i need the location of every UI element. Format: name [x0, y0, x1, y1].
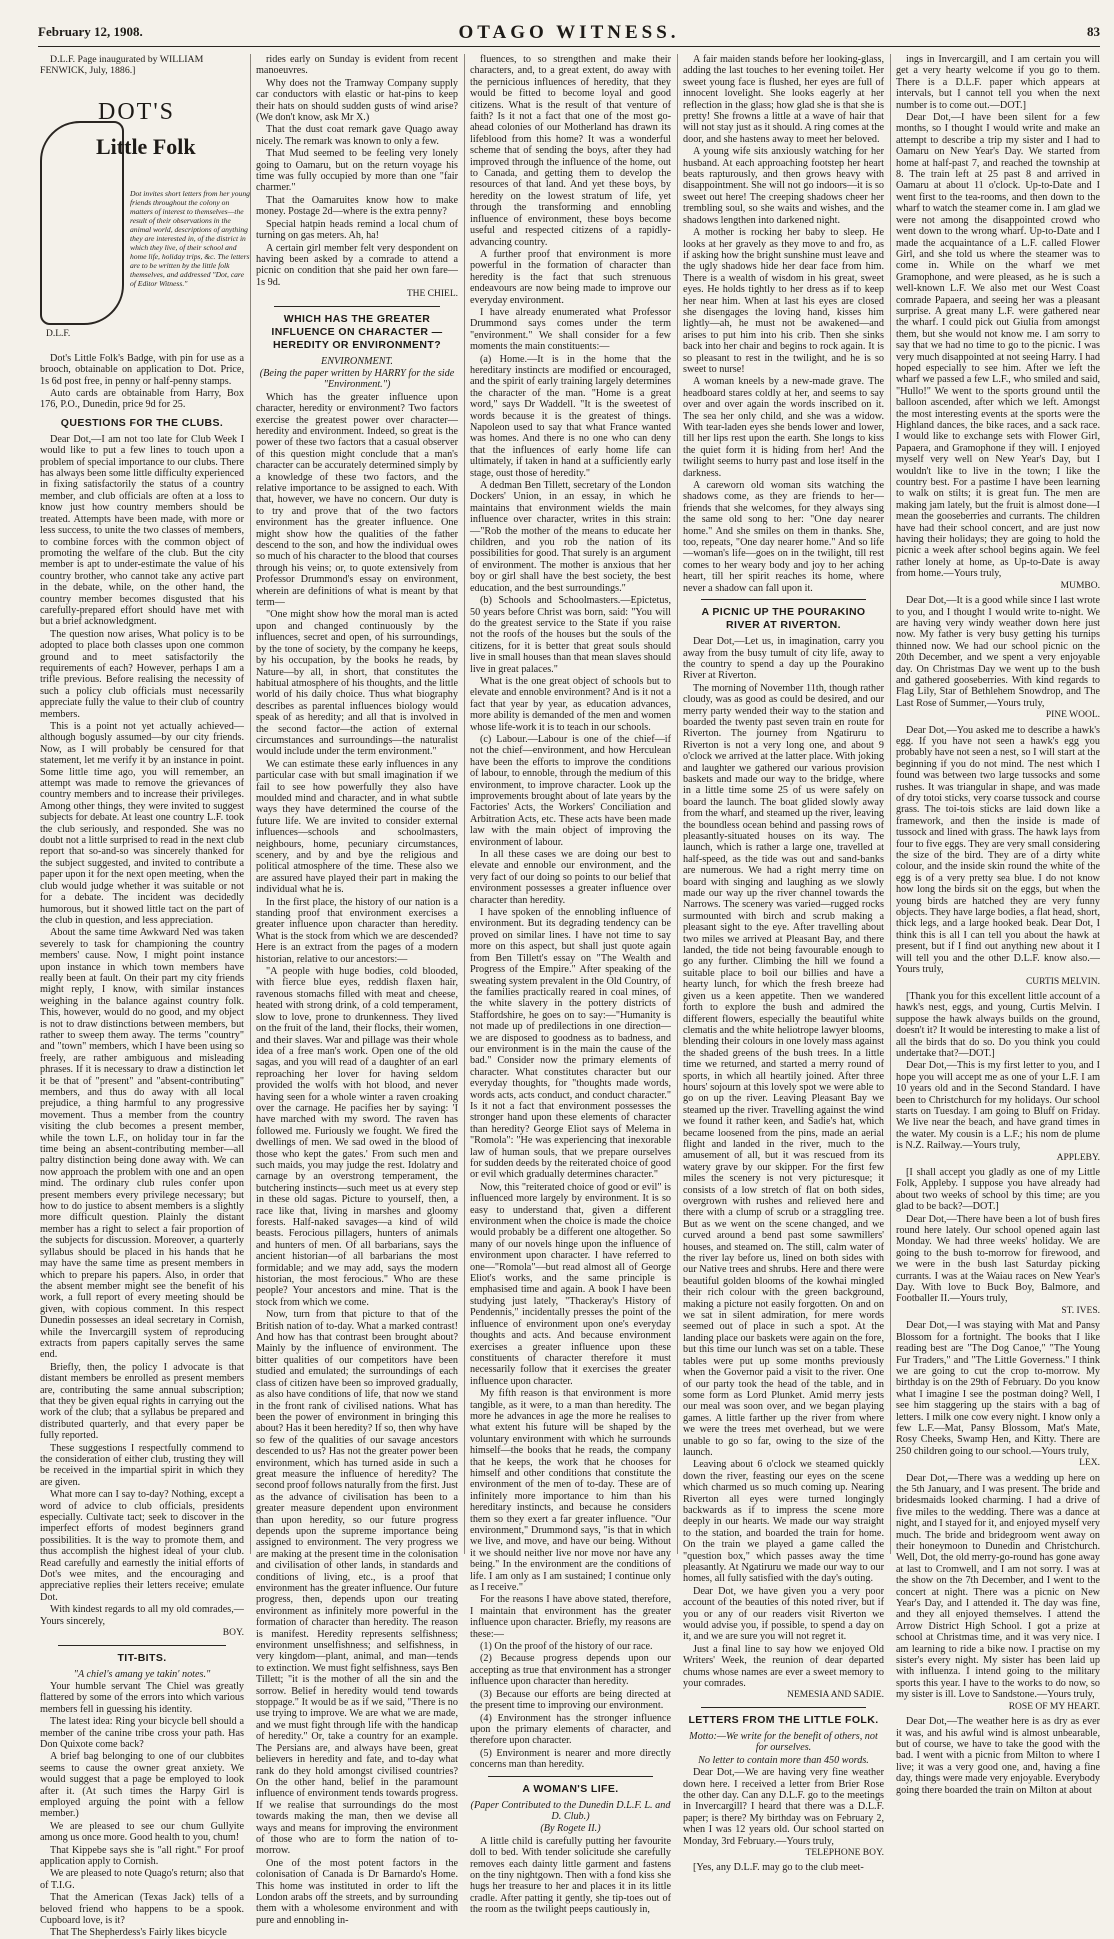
paragraph: Just a final line to say how we enjoyed Old Writers' Week, the reunion of dear departed chums whose names are ever a sweet memory to your comrades.: [683, 1643, 884, 1690]
paragraph: One of the most potent factors in the colonisation of Canada is Dr Barnardo's Home. This home was instituted in order to lift the London arabs off the streets, and by surrounding them with a wholesome environment and with pure and ennobling in-: [256, 1857, 458, 1926]
paragraph: Dear Dot,—The weather here is as dry as ever it was, and his awful wind is almost unbearable, but of course, we have to take the good with the bad. I went with a picnic from Milton to where I live; it was a very good one, and, having a fine day, things were made very enjoyable. Everybody going there boarded the train on Milton at about: [896, 1716, 1100, 1796]
paragraph: Dear Dot,—Let us, in imagination, carry you away from the busy tumult of city life, away to the country to spend a day up the Pourakino River at Riverton.: [683, 636, 884, 682]
signature: ROSE OF MY HEART.: [1008, 1701, 1100, 1712]
column-1: [40, 54, 250, 1939]
paragraph: (5) Environment is nearer and more directly concerns man than heredity.: [470, 1747, 671, 1771]
signature: ST. IVES.: [1061, 1305, 1100, 1316]
paragraph: [Thank you for this excellent little account of a hawk's nest, eggs, and young, Curtis Melvin. I suppose the hawk always builds on the ground, doesn't it? It would be interesting to make a list of all the birds that do so. Do you think you could undertake that?—DOT.]: [896, 990, 1100, 1059]
paragraph: Which has the greater influence upon character, heredity or environment? Two factors exercise the greatest power over character—heredity and environment. Indeed, so great is the power of these two factors that a casual observer of this question might conclude that a man's character can be accurately determined simply by a knowledge of these two factors, and the relative importance to be assigned to each. With that, however, we have no concern. Our duty is to try and prove that of the two factors environment has the greater influence. One might show how the qualities of the father descend to the son, and how the individual owes so much of his character to the blood that courses through his veins; or, to quote extensively from Professor Drummond's essay on environment, wherein are definitions of what is meant by that term—: [256, 391, 458, 609]
article-heading: LETTERS FROM THE LITTLE FOLK.: [688, 1713, 879, 1726]
column-4: [683, 54, 885, 1874]
paragraph: I have spoken of the ennobling influence of environment. But its degrading tendency can be proved on similar lines. I have not time to say more on this aspect, but shall just quote again from Ben Tillett's essay on "The Wealth and Progress of the Empire." After speaking of the sweating system prevalent in the Old Country, of the families practically reared in coal mines, of the white slavery in the pottery districts of Staffordshire, he goes on to say:—"Humanity is not made up of predilections in one direction—we are disposed to goodness as to badness, and our environment is in the main the cause of the bad." Consider now the primary elements of character. What constitutes character but our everyday thoughts, for "thoughts made words, words acts, acts conduct, and conduct character." Is it not a fact that environment possesses the stronger hand upon these elements of character than heredity? George Eliot says of Melema in "Romola": "He was experiencing that inexorable law of human souls, that we prepare ourselves for sudden deeds by the reiterated choice of good or evil which gradually determines character.": [470, 907, 671, 1181]
motto: Motto:—We write for the benefit of others, not for ourselves.: [689, 1730, 878, 1754]
paragraph: "A people with huge bodies, cold blooded, with fierce blue eyes, reddish flaxen hair, ravenous stomachs filled with meat and cheese, heated with strong drink, of a cold temperament, slow to love, prone to drunkenness. They lived on the fruit of the land, their flocks, their women, and their slaves. War and pillage was their whole idea of a free man's work. Open one of the old sagas, and you will read of a daughter of an earl reproaching her lover for having seldom provided the wolfs with hot blood, and never having seen for a whole winter a raven croaking over the carnage. He pacifies her by saying: 'I have marched with my sword. The raven has followed me. Furiously we fought. We fired the dwellings of men. We sad owed in the blood of those who kept the gates.' From such men and such maids, you may judge the rest. Idolatry and carnage by an overstrong temperament, the butchering instincts—such meet us at every step in these old sagas. Picture to yourself, then, a race like that, living in marshes and gloomy forests. Half-naked savages—a kind of wild beasts. Ferocious pillagers, hunters of animals and hunters of men. Of all barbarians, says the ancient historian—of all barbarians the most formidable; and we may add, says the modern historian, the most ferocious." Who are these people? Your ancestors and mine. That is the stock from which we come.: [256, 966, 458, 1308]
rule-note: No letter to contain more than 450 words.: [698, 1754, 869, 1766]
page-number: 83: [1087, 24, 1100, 39]
paragraph: Special hatpin heads remind a local chum of turning on gas meters. Ah, ha!: [256, 218, 458, 242]
paragraph: Dear Dot,—This is my first letter to you, and I hope you will accept me as one of your L.F. I am 10 years old and in the Second Standard. I have been to Christchurch for my holidays. Our school starts on Tuesday. I am going to Bluff on Friday. We live near the beach, and have grand times in the water. My cousin is a L.F.; his nom de plume is N.Z. Railway.—Yours truly,: [896, 1060, 1100, 1152]
masthead: [38, 22, 1100, 47]
paragraph: (3) Because our efforts are being directed at the present time to improving our environment.: [470, 1688, 671, 1712]
paragraph: A certain girl member felt very despondent on having been asked by a comrade to attend a picnic on condition that she paid her own fare—1s 9d.: [256, 242, 458, 288]
paragraph: Now, turn from that picture to that of the British nation of to-day. What a marked contrast! And how has that contrast been brought about? Mainly by the influence of environment. The bitter qualities of our competitors have been studied and emulated; the surroundings of each class of citizen have been so improved gradually, as also have conditions of life, that now we stand in the front rank of civilised nations. What has been the power of environment in bringing this about? Has it been heredity? If so, then why have so few of the qualities of our savage ancestors descended to us? Has not the greater power been environment, which has turned aside in such a great measure the influence of heredity? The second proof follows naturally from the first. Just as the advance of civilisation has been to a greater measure dependent upon environment than upon heredity, so our future progress depends upon the supreme importance being assigned to environment. The very progress we are making at the present time in the colonisation and civilisation of other lands, in standards and conditions of living, etc., is a proof that environment has the greater influence. Our future progress, then, depends upon our treating environment as infinitely more powerful in the formation of character than heredity. The reason is manifest. Heredity represents selfishness; environment unselfishness; and selfishness, in very kingdom—plant, animal, and man—tends to extinction. We must fight selfishness, says Ben Tillett; "it is the mother of all the sin and the sorrow. Belief in heredity would tend towards stoppage." It would be as if we said, "There is no use trying to improve. We are what we are made, and we must fight through life with the handicap of heredity." Or, take a country for an example. The Persians are, and always have been, great believers in heredity and fate, and to-day what rank do they hold amongst civilised countries? On the other hand, belief in the paramount influence of environment tends towards progress. If we realise that surroundings do the most towards making the man, then we devise all ways and means for improving the environment of those who are to form the nation of to-morrow.: [256, 1309, 459, 1857]
signature: APPLEBY.: [1056, 1152, 1100, 1163]
column-2: [256, 54, 459, 1926]
paragraph: That Mud seemed to be feeling very lonely going to Oamaru, but on the return voyage his time was fully occupied by more than one "fair charmer.": [256, 148, 458, 194]
paragraph: What is the one great object of schools but to elevate and ennoble environment? And is it not a fact that year by year, as education advances, more ability is demanded of the men and women whose life-work it is to teach in our schools.: [470, 675, 671, 733]
paragraph: ings in Invercargill, and I am certain you will get a very hearty welcome if you go to them. There is a D.L.F. paper which appears at intervals, but I cannot tell you when the next number is to come out.—DOT.]: [896, 54, 1100, 111]
signature: TELEPHONE BOY.: [805, 1847, 884, 1858]
badge-notice: Dot's Little Folk's Badge, with pin for use as a brooch, obtainable on application to Dot. Price, 1s 6d post free, in penny or half-penny stamps.: [40, 352, 244, 387]
article-heading: A PICNIC UP THE POURAKINO RIVER AT RIVERTON.: [701, 606, 866, 632]
paragraph: My fifth reason is that environment is more tangible, as it were, to a man than heredity. The more he advances in age the more he realises to what extent his future will be shaped by the voluntary environment with which he surrounds himself—the books that he reads, the company that he keeps, the work that he chooses for himself and other conditions that constitute the environment of the men of to-day. These are of infinitely more importance to him than his hereditary instincts, and because he considers them so they exert a far greater influence. "Our environment," Drummond says, "is that in which we live, and move, and have our being. Without it we should neither live nor move nor have any being." In the environment are the conditions of life. I am only as I am sustained; I continue only as I receive.": [470, 1388, 671, 1594]
page-intro: D.L.F. Page inaugurated by WILLIAM FENWICK, July, 1886.]: [40, 54, 204, 77]
paragraph: That the Oamaruites know how to make money. Postage 2d—where is the extra penny?: [256, 194, 458, 218]
paragraph: Dear Dot,—There have been a lot of bush fires round here lately. Our school opened again last Monday. We had three weeks' holiday. We are going to the bush to-morrow for firewood, and we were in the bush last Saturday picking currants. I was at the Waiau races on New Year's Day. With love to Buck Boy, Balmore, and Footballer II.—Yours truly,: [896, 1213, 1100, 1305]
badge-blurb: Dot invites short letters from her young friends throughout the colony on matters of interest to themselves—the result of their observations in the animal world, descriptions of anything they are interested in, of the district in which they live, of their school and home life, holiday trips, &c. The letters are to be written by the little folk themselves, and addressed "Dot, care of Editor Witness.": [130, 188, 250, 288]
column-rule: [464, 54, 465, 1554]
article-heading: A WOMAN'S LIFE.: [522, 1782, 619, 1795]
signature: BOY.: [222, 1628, 244, 1639]
paragraph: (c) Labour.—Labour is one of the chief—if not the chief—environment, and how Herculean have been the efforts to improve the conditions of labour, to ennoble, through the medium of this environment, to improve character. Look up the improvements brought about of late years by the Factories' Acts, the Workers' Conciliation and Arbitration Acts, etc. These acts have been made law with the main object of improving the environment of labour.: [470, 733, 671, 848]
paragraph: Dear Dot,—There was a wedding up here on the 5th January, and I was present. The bride and bridesmaids looked charming. I had a drive of five miles to the wedding. There was a dance at night, and I stayed for it, and enjoyed myself very much. The bride and bridegroom went away on their honeymoon to Dunedin and Christchurch. Well, Dot, the old merry-go-round has gone away at last to Cromwell, and I am not sorry. I was at the show on the 7th December, and I went to the concert at night. There was a picnic on New Year's Day, and I attended it. The day was fine, and they all enjoyed themselves. I attend the Arrow District High School. I got a prize at school at Christmas time, and it was very nice. I am learning to ride a bike now. I practise on my sister's every night. My sister has been laid up with influenza. I intend going to the military sports this year. I have to the works to do now, so my sister is ill. Love to Sandstone.—Yours truly,: [896, 1472, 1100, 1701]
paragraph: A careworn old woman sits watching the shadows come, as they are friends to her—friends that she welcomes, for they always sing the same old song to her: "One day nearer home." And she smiles on them in thanks. She, too, repeats, "One day nearer home." And so life—woman's life—goes on in the twilight, till rest comes to her weary body and joy to her aching heart, till her spirit reaches its home, where never a shadow can fall upon it.: [683, 480, 884, 594]
badge-caption: D.L.F.: [46, 328, 71, 339]
paragraph: A woman kneels by a new-made grave. The headboard stares coldly at her, and seems to say over and over again the words inscribed on it. The sea her only child, and she was a widow. With tear-laden eyes she bends lower and lower, till her lips rest upon the earth. She longs to kiss the quiet form it is hiding from her! And the twilight seems to hurry past and lose itself in the darkness.: [683, 376, 884, 479]
paragraph: Why does not the Tramway Company supply car conductors with elastic or hat-pins to keep their hats on should sudden gusts of wind arise? (We don't know, ask Mr X.): [256, 77, 458, 124]
paragraph: These suggestions I respectfully commend to the consideration of either club, trusting they will be received in the impartial spirit in which they are given.: [40, 1442, 244, 1488]
paragraph: The morning of November 11th, though rather cloudy, was as good as could be desired, and our merry party wended their way to the station and boarded the twenty past seven train en route for Riverton. The journey from Ngatiruru to Riverton is not a very long one, and about 9 o'clock we arrived at the latter place. With joking and laughter we gathered our various provision baskets and made our way to the bridge, where in a little time some 25 of us were safely on board the launch. The boat glided slowly away from the wharf, and steamed up the river, leaving the boundless ocean behind and passing rows of pleasantly-situated houses on its way. The launch, which is rather a large one, travelled at half-speed, as the tide was out and sand-banks are numerous. We had a right merry time on board with singing and laughing as we slowly made our way up the river channel towards the Narrows. The scenery was varied—rugged rocks surmounted with birch and scrub making a pleasant sight to the eye. After travelling about two miles we arrived at Pleasant Bay, and there landed, the tide not being favourable enough to go any further. Climbing the hill we found a suitable place to boil our billies and have a hearty lunch, for which the fresh breeze had given us a keen appetite. Then we wandered forth to explore the bush and admired the different flowers, especially the beautiful white clematis and the white heliotrope lawyer blooms, blending their colours in one lovely mass against the shaded greens of the bush trees. In a little time we returned, and started a merry round of sports, in which all heartily joined. After three hours' sojourn at this lovely spot we were able to go on up the river. Leaving Pleasant Bay we steamed up the river. Travelling against the wind we found it rather keen, and Sadie's hat, which became loosened from the pins, made an aerial flight and landed in the river, much to the amusement of all, but it was rescued from its watery grave by our skipper. For the first few miles the scenery is not very picturesque; it consists of a low stretch of flat on both sides, overgrown with rushes and relieved here and there with a clump of scrub or a straggling tree. But as we went on the scene changed, and we curved around a bend past some sawmillers' houses, and steamed on. The still, calm water of the river lay before us, lined on both sides with our Native trees and shrubs. Here and there were beautiful golden blooms of the kowhai mingled their rich colour with the green background, making a picture not easily forgotten. On and on we sat in silent admiration, for mere words seemed out of place in such a spot. At the landing place our baskets were again on the fore, but this time our lunch was set on a table. These tables were put up some months previously when the Governor paid a visit to the river. One of our party took the head of the table, and in some form as Lord Plunket. Amid merry jests our meal was soon over, and we began playing games. A little farther up the river from where we were the trees met overhead, but we were unable to go so far, owing to the size of the launch.: [683, 682, 885, 1458]
paragraph: (4) Environment has the stronger influence upon the primary elements of character, and therefore upon character.: [470, 1712, 671, 1747]
dots-little-folk-badge: [40, 81, 250, 349]
column-rule: [250, 54, 251, 1554]
paragraph: rides early on Sunday is evident from recent manoeuvres.: [256, 54, 458, 77]
signature: LEX.: [1079, 1458, 1100, 1469]
paragraph: That the American (Texas Jack) tells of a beloved friend who happens to be a spook. Cupboard love, is it?: [40, 1892, 244, 1927]
signature: CURTIS MELVIN.: [1025, 976, 1100, 987]
badge-title: DOT'S: [98, 98, 175, 125]
paragraph: About the same time Awkward Ned was taken severely to task for championing the country members' cause. Now, I might point instance upon instance in which town members have really been at fault. On their part my city friends might reply, I know, with similar instances weighing in the balance against country folk. This, however, would do no good, and my object is not to draw distinctions between members, but rather to sweep them away. The terms "country" and "town" members, which I have been using so freely, are rather ambiguous and misleading phrases. If it is necessary to draw a distinction let it be that of "present" and "absent-contributing" members, and thus do away with all local prejudice, a thing harmful to any progressive movement. Thus a member from the country visiting the club becomes a present member, while the town L.F., on holiday tour in far the time being an absent-contributing member—all paltry distinction being done away with. We can now approach the problem with one and an open mind. The ordinary club rules confer upon present members every privilege necessary; but how to do justice to absent members is a slightly more difficult question. Plainly the distant member has a right to select a fair proportion of the subjects for discussion. Moreover, a quarterly syllabus should be placed in his hands that he may have the same time as present members in which to prepare his papers. Also, in order that the absent member might see the benefit of his work, a full report of every meeting should be given, with copious comment. In this respect Dunedin possesses an ideal secretary in Cornish, while the Invercargill system of reproducing extracts from papers capitally serves the same end.: [40, 927, 244, 1361]
paragraph: In all these cases we are doing our best to elevate and ennoble our environment, and the very fact of our doing so points to our belief that environment possesses a greater influence over character than heredity.: [470, 849, 671, 906]
paragraph: The question now arises, What policy is to be adopted to place both classes upon one common ground and to meet satisfactorily the requirements of each? However, perhaps I am a trifle previous. Before realising the necessity of such a policy club officials must necessarily appreciate fully the value to their club of country members.: [40, 628, 244, 720]
badge-subtitle: Little Folk: [96, 133, 196, 159]
column-rule: [890, 54, 891, 1554]
newspaper-title: OTAGO WITNESS.: [458, 22, 680, 43]
byline-note: (Paper Contributed to the Dunedin D.L.F. L. and D. Club.): [470, 1799, 671, 1822]
paragraph: Briefly, then, the policy I advocate is that distant members be enrolled as present members are, contributing the same annual subscription; that they be given equal rights in carrying out the work of the club; that a syllabus be prepared and distributed quarterly, and that every paper be fully reported.: [40, 1361, 244, 1442]
paragraph: Dear Dot,—I have been silent for a few months, so I thought I would write and make an attempt to describe a trip my sister and I had to Oamaru on New Year's Day. We started from home at half-past 7, and reached the township at 8. The train left at 25 past 8 and arrived in Oamaru at about 11 o'clock. Up-to-Date and I went first to the tea-rooms, and then down to the wharf to watch the steamer come in. I am glad we were not among the disappointed crowd who went down to the wrong wharf. Up-to-Date and I made the acquaintance of a L.F. called Flower Girl, and she told us where the steamer was to come in. While on the wharf we met Gramophone, and were pleased, as he is such a well-known L.F. We also met our West Coast comrade Papaera, and seeing her was a pleasant surprise. A great many L.F. were gathered near the wharf. I could pick out Giulia from amongst them, but she would not know me. I am sorry to say that we had no time to go to the picnic. I was very much disappointed at not seeing Harry. I had hoped especially to see him. After we left the wharf we passed a few L.F., who smiled and said, "Hullo!" We went to the sports ground until the balloon ascended, after which we left. Amongst the most interesting events at the sports were the Highland dances, the bike races, and a sack race. I would like to exchange sets with Flower Girl, Papaera, and Gramophone if they will. I enjoyed myself very well on New Year's Day, but I wouldn't like to live in the town; I like the country best. For a pastime I have been learning to walk on stilts; it is great fun. The men are making jam lately, but the fruit is almost done—I mean the gooseberries and currants. The children have had their school concert, and are just now having their holidays; they are going to hold the picnic a week after school begins again. We feel rather lonely at home, as Up-to-Date is away from home.—Yours truly,: [896, 112, 1100, 580]
signature: MUMBO.: [1060, 580, 1100, 591]
paragraph: That The Shepherdess's Fairly likes bicycle: [50, 1927, 227, 1939]
paragraph: Now, this "reiterated choice of good or evil" is influenced more largely by environment. It is so easy to understand that, given a different environment when the choice is made the choice would probably be a different one altogether. So many of our novels hinge upon the influence of environment upon character. I have referred to one—"Romola"—but read almost all of George Eliot's works, and the same principle is emphasised time and again. A book I have been studying just lately, "Thackeray's History of Pendennis," incidentally presses the point of the influence of environment upon one's everyday thoughts and acts. And because environment exercises a greater influence upon these constituents of character therefore it must necessarily follow that it exercises the greater influence upon character.: [470, 1181, 671, 1387]
paragraph: That the dust coat remark gave Quago away nicely. The remark was known to only a few.: [256, 124, 458, 147]
paragraph: Your humble servant The Chiel was greatly flattered by some of the errors into which various members fell in guessing his identity.: [40, 1680, 244, 1715]
paragraph: Dear Dot,—I was staying with Mat and Pansy Blossom for a fortnight. The books that I like reading best are "The Dog Canoe," "The Young Fur Traders," and "The Little Governess." I think we are going to cut the crop to-morrow. My birthday is on the 29th of February. Do you know what I imagine I see the postman doing? Well, I see him staggering up the stairs with a bag of letters. I milk one cow every night. I know only a few L.F.—Mat, Pansy Blossom, Mat's Mate, Rosy Cheeks, Swamp Hen, and Kitty. There are 250 children going to our school.—Yours truly,: [896, 1320, 1100, 1457]
divider: [701, 1707, 866, 1708]
paragraph: A further proof that environment is more powerful in the formation of character than heredity is the fact that such strenuous endeavours are now being made to improve our everyday environment.: [470, 248, 671, 306]
paragraph: [I shall accept you gladly as one of my Little Folk, Appleby. I suppose you have already had about two weeks of school by this time; are you glad to be back?—DOT.]: [896, 1167, 1100, 1213]
article-heading: WHICH HAS THE GREATER INFLUENCE ON CHARACTER — HEREDITY OR ENVIRONMENT?: [271, 312, 443, 351]
paragraph: We are pleased to note Quago's return; also that of T.I.G.: [40, 1868, 244, 1891]
paragraph: This is a point not yet actually achieved—although bogusly assumed—by our city friends. Now, as I will probably be censured for that statement, let me verify it by an instance in point. Some little time ago, you will remember, an attempt was made to remove the grievances of country members and to increase their privileges. Among other things, they were invited to suggest subjects for debate. At least one country L.F. took the club seriously, and responded. She was no doubt not a little surprised to read in the next club report that so-and-so was sincerely thanked for the subject suggested, and invited to contribute a paper upon it for the next open meeting, when the club would judge whether it was suitable or not for a debate. The incident was decidedly humorous, but it showed little tact on the part of the club in question, and less appreciation.: [40, 721, 244, 926]
paragraph: (b) Schools and Schoolmasters.—Epictetus, 50 years before Christ was born, said: "You will do the greatest service to the State if you raise not the roofs of the houses but the souls of the citizens, for it is better that great souls should live in small houses than that mean slaves should live in great palaces.": [470, 595, 671, 675]
paragraph: I have already enumerated what Professor Drummond says comes under the term "environment." We shall consider for a few moments the main constituents:—: [470, 306, 671, 353]
byline-note: (By Rogete II.): [540, 1823, 601, 1835]
paragraph: For the reasons I have above stated, therefore, I maintain that environment has the greater influence upon character. Briefly, my reasons are these:—: [470, 1594, 671, 1640]
paragraph: A brief bag belonging to one of our clubbites seems to cause the owner great anxiety. We would suggest that a page be employed to look after it. (At such times the Harpy Girl is employed arguing the point with a fellow member.): [40, 1751, 244, 1820]
paragraph: (2) Because progress depends upon our accepting as true that environment has a stronger influence upon character than heredity.: [470, 1653, 671, 1688]
paragraph: In the first place, the history of our nation is a standing proof that environment exercises a greater influence upon character than heredity. What is the stock from which we are descended? Here is an extract from the pages of a modern historian, relative to our ancestors:—: [256, 896, 458, 965]
column-rule: [677, 54, 678, 1554]
paragraph: Dear Dot,—You asked me to describe a hawk's egg. If you have not seen a hawk's egg you probably have not seen a nest, so I will start at the beginning if you do not mind. The nest which I found was between two large tussocks and some rushes. It was triangular in shape, and was made of dry totoi sticks, very coarse tussock and course grass. The toi-tois sticks are laid down like a framework, and then the inside is made of tussock and lined with grass. The hawk lays from four to five eggs. They are very small considering the size of the bird. They are of a dirty white colour, and the inside skin round the white of the egg is of a very pretty sea blue. I do not know how long the birds sit on the eggs, but when the young birds are hatched they are very funny objects. They have large bodies, a flat head, short, thick legs, and a large hooked beak. Dear Dot, I think this is all I can tell you about the hawk at present, but if I find out anything new about it I will tell you and the other D.L.F. know also.—Yours truly,: [896, 724, 1100, 976]
signature: NEMESIA AND SADIE.: [787, 1690, 884, 1701]
paragraph: Leaving about 6 o'clock we steamed quickly down the river, feasting our eyes on the scene which charmed us so much coming up. Nearing Riverton all eyes were turned longingly backwards as if to impress the scene more deeply in our hearts. We made our way straight to the station, and boarded the train for home. On the train we played a game called the "question box," which passes away the time pleasantly. At Ngatiruru we made our way to our homes, all fully satisfied with the day's outing.: [683, 1459, 884, 1585]
paragraph: A mother is rocking her baby to sleep. He looks at her gravely as they move to and fro, as if asking how the bright sunshine must leave and the ugly shadows hide her dear face from him. There is a wealth of wisdom in his great, sweet eyes. He holds tightly to her dress as if to keep her near him. When at last his eyes are closed she disengages the loving hand, kisses him lightly—ah, he must not be awakened—and arises to put him into his crib. Then she sinks back into her chair and begins to rock again. It is so pleasant to rest in the twilight, and he is so sweet to nurse!: [683, 227, 884, 375]
divider: [274, 306, 440, 307]
paragraph: A little child is carefully putting her favourite doll to bed. With tender solicitude she carefully removes each dainty little garment and fastens on the tiny nightgown. Then with a fond kiss she hugs her treasure to her and places it in its little cradle. After patting it gently, she tip-toes out of the room as the twilight peeps cautiously in,: [470, 1835, 671, 1916]
byline-note: (Being the paper written by HARRY for the side "Environment."): [259, 367, 455, 391]
issue-date: February 12, 1908.: [38, 24, 143, 39]
article-heading: QUESTIONS FOR THE CLUBS.: [60, 416, 224, 429]
divider: [701, 599, 866, 600]
paragraph: What more can I say to-day? Nothing, except a word of advice to club officials, presidents especially. Cultivate tact; seek to discover in the imperfect efforts of modest beginners grand possibilities. It is the way to promote them, and thus accomplish the highest ideal of your club. Read carefully and earnestly the initial efforts of Dot's wee mites, and the encouraging and appreciative replies their letters receive; emulate Dot.: [40, 1489, 244, 1603]
paragraph: (a) Home.—It is in the home that the hereditary instincts are modified or encouraged, and the spirit of early training largely determines the character of the man. "Home is a great word," says Dr Waddell. "It is the sweetest of words because it is the greatest of things. Napoleon used to say that what France wanted was homes. And there is no one who can deny that the influences of early home life can ultimately, if taken in hand at a sufficiently early stage, oust those of heredity.": [470, 353, 671, 479]
divider: [58, 1645, 226, 1646]
paragraph: Dear Dot,—I am not too late for Club Week I would like to put a few lines to touch upon a problem of special importance to our clubs. There has always been some little difficulty experienced in fixing satisfactorily the status of a country member, and club officials are often at a loss to know just how country members should be treated. Attempts have been made, with more or less success, to unite the two classes of members, to combine forces with the common object of promoting the welfare of the club. But the city member is apt to under-estimate the value of his country brother, who cannot take any active part in the debate, while, on the other hand, the country member becomes disgusted that his carefully-prepared effort should have met with but a brief acknowledgment.: [40, 433, 244, 628]
paragraph: We can estimate these early influences in any particular case with but small imagination if we fail to see how powerfully they also have moulded mind and character, and in what subtle ways they have determined the course of the future life. We are invited to consider external influences—schools and schoolmasters, neighbours, home, pecuniary circumstances, scenery, and by and bye the religious and political atmosphere of the time. These also we are assured have played their part in making the individual what he is.: [256, 758, 458, 896]
paragraph: With kindest regards to all my old comrades,—Yours sincerely,: [40, 1604, 244, 1627]
paragraph: (1) On the proof of the history of our race.: [480, 1641, 653, 1653]
paragraph: That Kippebe says she is "all right." For proof application apply to Cornish.: [40, 1844, 244, 1867]
article-heading: TIT-BITS.: [117, 1651, 167, 1664]
column-5: [896, 54, 1100, 1796]
paragraph: A fair maiden stands before her looking-glass, adding the last touches to her evening toilet. Her sweet young face is flushed, her eyes are full of innocent lovelight. She looks eagerly at her reflection in the glass; how glad she is that she is pretty! She frowns a little at a wave of hair that will not stay just as it should. A ring comes at the door, and she hastens away to meet her beloved.: [683, 54, 884, 145]
paragraph: The latest idea: Ring your bicycle bell should a member of the canine tribe cross your path. Has Don Quixote come back?: [40, 1716, 244, 1750]
signature: THE CHIEL.: [406, 289, 458, 300]
paragraph: A young wife sits anxiously watching for her husband. At each approaching footstep her heart beats rapturously, and then grows heavy with disappointment. She will not go indoors—it is so sweet out here! The creeping shadows cheer her trembling soul, so she waits and wishes, and the shadows lengthen into darkened night.: [683, 146, 884, 226]
motto: "A chiel's amang ye takin' notes.": [73, 1668, 211, 1680]
paragraph: Dear Dot,—We are having very fine weather down here. I received a letter from Brier Rose the other day. Can any D.L.F. go to the meetings in Invercargill? I heard that there was a D.L.F. paper; is there? My birthday was on February 2, when I was 12 years old. Our school started on Monday, 3rd February.—Yours truly,: [683, 1767, 884, 1847]
signature: PINE WOOL.: [1045, 710, 1100, 721]
paragraph: Dear Dot, we have given you a very poor account of the beauties of this noted river, but if you or any of our readers visit Riverton we would advise you, if possible, to spend a day on it, and we are sure you will not regret it.: [683, 1585, 884, 1643]
paragraph: Dear Dot,—It is a good while since I last wrote to you, and I thought I would write to-night. We are having very windy weather down here just now. My father is very busy getting his turnips thinned now. We had our school picnic on the 20th December, and we spent a very enjoyable day. On Christmas Day we went up to the bush and gathered gooseberries. With kind regards to Flag Lily, Star of Bethlehem Snowdrop, and The Last Rose of Summer,—Yours truly,: [896, 595, 1100, 709]
column-3: [470, 54, 671, 1916]
paragraph: fluences, to so strengthen and make their characters, and, to a great extent, do away with the pernicious influences of heredity, that they would be fitted to become loyal and good citizens. What is the result of that venture of faith? Is it not a fact that one of the most go-ahead colonies of our Motherland has drawn its lifeblood from this home? It was a wonderful scheme that of sending the boys, after they had improved through the influence of the home, out to Canada, and getting them to develop the resources of that land. And yet these boys, by heredity on the lowest stratum of life, yet through the transforming and ennobling influence of environment, these boys become useful and respected citizens of a rapidly-advancing country.: [470, 54, 671, 248]
subheading: ENVIRONMENT.: [321, 355, 393, 367]
auto-cards-notice: Auto cards are obtainable from Harry, Box 176, P.O., Dunedin, price 9d for 25.: [40, 388, 244, 411]
paragraph: We are pleased to see our chum Gullyite among us once more. Good health to you, chum!: [40, 1820, 244, 1844]
paragraph: "One might show how the moral man is acted upon and changed continuously by the influences, secret and open, of his surroundings, by the tone of society, by the company he keeps, by his occupation, by the books he reads, by Nature—by all, in short, that constitutes the habitual atmosphere of his thoughts, and the little world of his daily choice. Thus what biography describes as parental influences biology would speak of as heredity; and all that is involved in the second factor—the action of external circumstances and surroundings—the naturalist would include under the term environment.": [256, 609, 458, 758]
divider: [488, 1776, 653, 1777]
paragraph: [Yes, any D.L.F. may go to the club meet-: [693, 1862, 864, 1874]
paragraph: A dedman Ben Tillett, secretary of the London Dockers' Union, in an essay, in which he maintains that environment wields the main influence over character, writes in this strain:—"Rob the mother of the means to educate her children, and you rob the nation of its possibilities for good. That surely is an argument of environment. The mother is anxious that her boy or girl shall have the best society, the best education, and the best surroundings.": [470, 480, 671, 594]
